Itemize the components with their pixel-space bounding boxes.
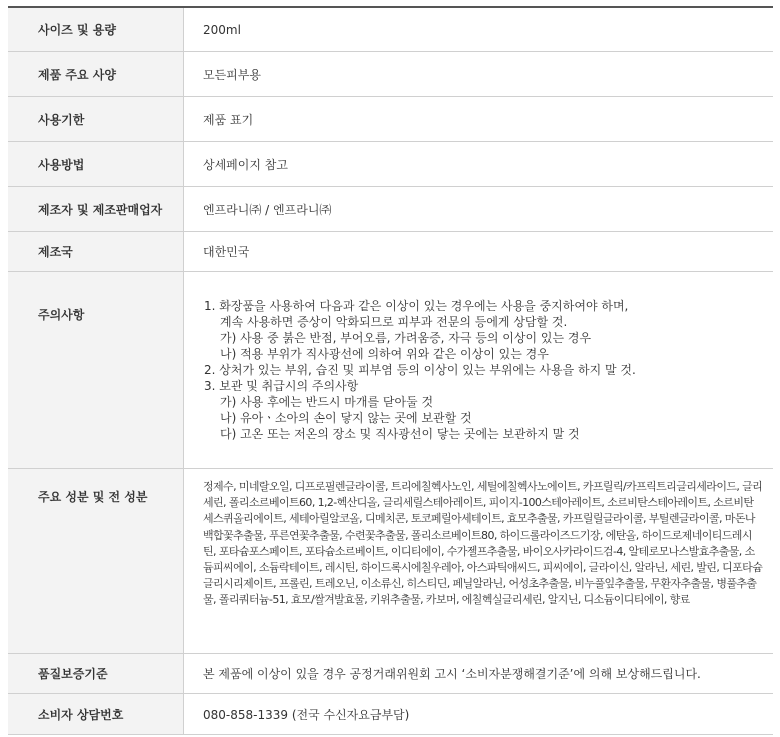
row-label: 사용방법 <box>8 142 184 186</box>
row-manufacturer <box>8 187 773 232</box>
row-country <box>8 232 773 272</box>
row-value: 본 제품에 이상이 있을 경우 공정거래위원회 고시 ‘소비자분쟁해결기준’에 의해 보상해드립니다. <box>203 667 701 681</box>
caution-line: 계속 사용하면 증상이 악화되므로 피부과 전문의 등에게 상담할 것. <box>220 315 568 329</box>
row-value: 200ml <box>203 22 241 37</box>
row-value: 엔프라니㈜ / 엔프라니㈜ <box>203 202 332 217</box>
row-value: 상세페이지 참고 <box>203 157 288 172</box>
caution-line: 가) 사용 후에는 반드시 마개를 닫아둘 것 <box>220 395 434 409</box>
caution-line: 3. 보관 및 취급시의 주의사항 <box>204 379 359 393</box>
row-value: 모든피부용 <box>203 67 261 82</box>
row-label: 사용기한 <box>8 97 184 141</box>
caution-line: 가) 사용 중 붉은 반점, 부어오름, 가려움증, 자극 등의 이상이 있는 경우 <box>220 331 592 345</box>
row-ingredients <box>8 469 773 654</box>
row-label: 주의사항 <box>8 272 184 468</box>
ingredients-list: 정제수, 미네랄오일, 디프로필렌글라이콜, 트리에칠헥사노인, 세틸에칠헥사노에이트, 카프릴릭/카프릭트리글리세라이드, 글리세린, 폴리소르베이트60, 1,2-헥산디올, 글리세릴스테아레이트, 피이지-100스테아레이트, 소르비탄스테아레이트, 소르비탄세스퀴올리에이트, 세테아릴알코올, 디메치콘, 토코페릴아세테이트, 효모추출물, 카프릴릴글라이콜, 부틸렌글라이콜, 마돈나백합꽃추출물, 푸른연꽃추출물, 수련꽃추출물, 폴리소르베이트80, 하이드롤라이즈드기장, 에탄올, 하이드로제네이티드레시틴, 포타슘포스페이트, 포타슘소르베이트, 이디티에이, 수가젤프추출물, 바이오사카라이드검-4, 알테로모나스발효추출물, 소듐피씨에이, 소듐락테이트, 레시틴, 하이드록시에칠우레아, 아스파틱애씨드, 피씨에이, 글라이신, 알라닌, 세린, 발린, 디포타슘글리시리제이트, 프롤린, 트레오닌, 이소류신, 히스티딘, 페닐알라닌, 어성초추출물, 비누풀잎추출물, 무환자추출물, 병풀추출물, 폴리쿼터늄-51, 효모/쌀겨발효물, 키위추출물, 카보머, 에칠헥실글리세린, 알지닌, 디소듐이디티에이, 향료 <box>203 480 763 607</box>
row-label: 사이즈 및 용량 <box>8 8 184 51</box>
row-label: 소비자 상담번호 <box>8 694 184 734</box>
ingredients-text <box>184 469 773 653</box>
caution-text <box>184 272 773 468</box>
row-expiry <box>8 97 773 142</box>
caution-line: 다) 고온 또는 저온의 장소 및 직사광선이 닿는 곳에는 보관하지 말 것 <box>220 427 580 441</box>
caution-line: 나) 적용 부위가 직사광선에 의하여 위와 같은 이상이 있는 경우 <box>220 347 549 361</box>
row-main-spec <box>8 52 773 97</box>
row-usage <box>8 142 773 187</box>
product-info-table <box>8 6 773 735</box>
row-consumer-contact <box>8 694 773 735</box>
row-value: 제품 표기 <box>203 112 254 127</box>
caution-line: 나) 유아ㆍ소아의 손이 닿지 않는 곳에 보관할 것 <box>220 411 472 425</box>
row-value: 대한민국 <box>203 245 250 259</box>
row-caution <box>8 272 773 469</box>
row-label: 주요 성분 및 전 성분 <box>8 469 184 653</box>
row-label: 품질보증기준 <box>8 654 184 693</box>
row-label: 제조자 및 제조판매업자 <box>8 187 184 231</box>
row-size-volume <box>8 8 773 52</box>
caution-line: 2. 상처가 있는 부위, 습진 및 피부염 등의 이상이 있는 부위에는 사용을 하지 말 것. <box>204 363 636 377</box>
row-value: 080-858-1339 (전국 수신자요금부담) <box>203 707 410 722</box>
row-label: 제조국 <box>8 232 184 271</box>
row-label: 제품 주요 사양 <box>8 52 184 96</box>
row-quality-guarantee <box>8 654 773 694</box>
caution-line: 1. 화장품을 사용하여 다음과 같은 이상이 있는 경우에는 사용을 중지하여야 하며, <box>204 299 629 313</box>
